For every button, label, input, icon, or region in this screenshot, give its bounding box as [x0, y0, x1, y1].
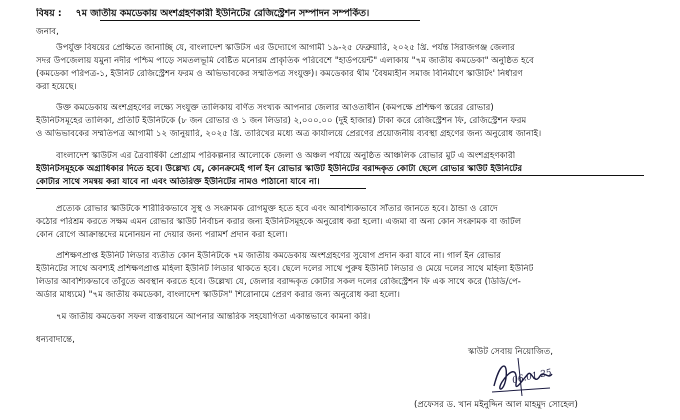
paragraph-4-line: কঠোর পরিশ্রম করতে সক্ষম এমন রোভার স্কাউট নির্বাচন করার জন্য ইউনিটসমূহকে অনুরোধ করা হলো। এজমা বা অন্য কোন সংক্রামক বা জটিল [36, 217, 522, 227]
paragraph-1-line: উপর্যুক্ত বিষয়ের প্রেক্ষিতে জানাচ্ছি যে, বাংলাদেশ স্কাউটস এর উদ্যোগে আগামী ১৯-২৫ ফেব্রুয়ারি, ২০২৫ খ্রি. পর্যন্ত সিরাজগঞ্জ জেলার [56, 43, 515, 53]
paragraph-5-line: লিডার আবশ্যিকভাবে তাঁবুতে অবস্থান করতে হবে। উল্লেখ্য যে, জেলার বরাদ্দকৃত কোটার সকল দলের রেজিস্ট্রেশন ফি এক সাথে করে (ডিডি/পে- [36, 277, 521, 287]
paragraph-3-underline [330, 175, 644, 176]
paragraph-1-line: (কমডেকা পরিপত্র-১, ইউনিট রেজিস্ট্রেশন ফরম ও অভিভাবকের সম্মতিপত্র সংযুক্ত)। কমডেকার থীম 'বৈষম্যহীন সমাজ বিনির্মাণে স্কাউটিং' নির্ধারণ [36, 69, 523, 79]
salutation: জনাব, [36, 27, 59, 37]
paragraph-3-line: কোটার সাথে সমন্বয় করা যাবে না এবং অতিরিক্ত ইউনিটের নামও পাঠানো যাবে না। [36, 177, 320, 187]
paragraph-6: ৭ম জাতীয় কমডেকা সফল বাস্তবায়নে আপনার আন্তরিক সহযোগিতা একান্তভাবে কামনা করি। [56, 312, 371, 322]
paragraph-5-line: প্রশিক্ষণপ্রাপ্ত ইউনিট লিডার ব্যতীত কোন ইউনিটকে ৭ম জাতীয় কমডেকায় অংশগ্রহণের সুযোগ প্রদান করা যাবে না। গার্ল ইন রোভার [56, 251, 502, 261]
paragraph-5-line: অর্ডার মাধ্যমে) "৭ম জাতীয় কমডেকা, বাংলাদেশ স্কাউটস" শিরোনামে প্রেরণ করার জন্য অনুরোধ করা হলো। [36, 290, 400, 300]
paragraph-4-line: কোন রোগে আক্রান্তদের মনোনয়ন না দেয়ার জন্য পরামর্শ প্রদান করা হলো। [36, 230, 288, 240]
paragraph-3-underline [36, 188, 366, 189]
paragraph-3-line: বাংলাদেশ স্কাউটস এর ত্রৈবার্ষিকী প্রোগ্রাম পরিকল্পনার আলোকে জেলা ও অঞ্চল পর্যায়ে অনুষ্ঠিত আঞ্চলিক রোভার মুট এ অংশগ্রহণকারী [56, 151, 516, 161]
paragraph-3-line: ইউনিটসমূহকে অগ্রাধিকার দিতে হবে। উল্লেখ্য যে, কোনক্রমেই গার্ল ইন রোভার স্কাউট ইউনিটের বরাদ্দকৃত কোটা ছেলে রোভার স্কাউট ইউনিটের [36, 164, 523, 174]
subject-text: ৭ম জাতীয় কমডেকায় অংশগ্রহণকারী ইউনিটের রেজিস্ট্রেশন সম্পাদন সম্পর্কিত। [75, 8, 370, 19]
paragraph-2-line: ও অভিভাবকের সম্মতিপত্র আগামী ১২ জানুয়ারি, ২০২৫ খ্রি. তারিখের মধ্যে অত্র কার্যালয়ে প্রেরণের প্রয়োজনীয় ব্যবস্থা গ্রহণের জন্য অনুরোধ জানাই। [36, 129, 542, 139]
signatory-name: (প্রফেসর ড. খান মইনুদ্দিন আল মাহমুদ সোহেল) [414, 400, 578, 410]
paragraph-1-line: সদর উপজেলায় যমুনা নদীর পশ্চিম পাড়ে সমতলভূমি বেষ্টিত মনোরম প্রাকৃতিক পরিবেশে "হার্ডপয়েন্ট" এলাকায় "৭ম জাতীয় কমডেকা" অনুষ্ঠিত হবে [36, 56, 534, 66]
signature-date: 06.01.25 [511, 367, 553, 387]
service-note: স্কাউট সেবায় নিয়োজিত, [468, 347, 553, 357]
paragraph-4-line: প্রত্যেক রোভার স্কাউটকে শারীরিকভাবে সুস্থ ও সংক্রামক রোগমুক্ত হতে হবে এবং আবশ্যিকভাবে সাঁতার জানতে হবে। ঠান্ডা ও রোদে [56, 204, 498, 214]
subject-label: বিষয় : [36, 8, 62, 19]
subject-line [36, 8, 369, 19]
paragraph-2-line: ইউনিটসমূহের তালিকা, প্রতিটি ইউনিটকে (৮ জন রোভার ও ১ জন লিডার) ২,০০০.০০ (দুই হাজার) টাকা করে রেজিস্ট্রেশন ফি, রেজিস্ট্রেশন ফরম [36, 116, 527, 126]
paragraph-2-line: উক্ত কমডেকায় অংশগ্রহণের লক্ষ্যে সংযুক্ত তালিকায় বর্ণিত সংখ্যক আপনার জেলার আওতাধীন (কমপক্ষে প্রশিক্ষণ স্তরের রোভার) [56, 103, 494, 113]
closing-line: ধন্যবাদান্তে, [36, 335, 75, 345]
subject-underline [100, 20, 420, 21]
paragraph-5-line: ইউনিটের সাথে অবশ্যই প্রশিক্ষণপ্রাপ্ত মহিলা ইউনিট লিডার থাকতে হবে। ছেলে দলের সাথে পুরুষ ইউনিট লিডার ও মেয়ে দলের সাথে মহিলা ইউনিট [36, 264, 534, 274]
paragraph-1-line: করা হয়েছে। [36, 82, 77, 92]
